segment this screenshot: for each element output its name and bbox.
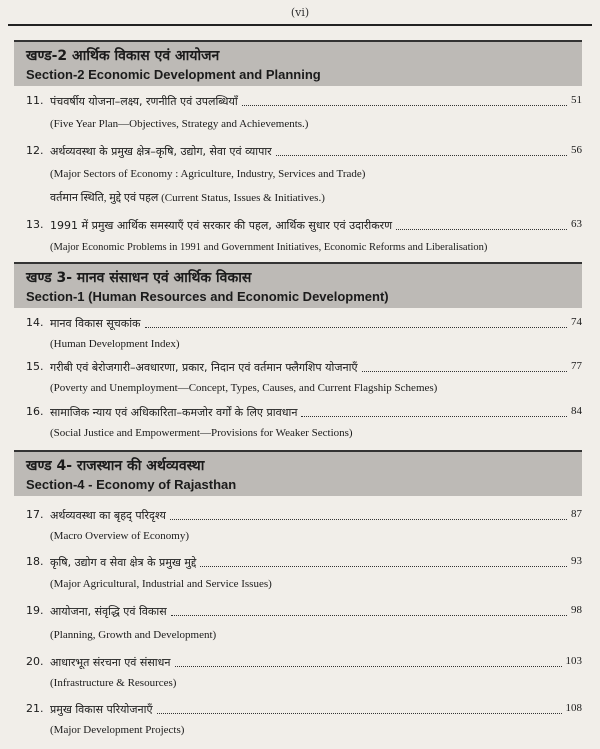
entry-title: आयोजना, संवृद्धि एवं विकास: [50, 605, 167, 618]
entry-number: 13.: [26, 218, 44, 231]
entry-subtitle: (Poverty and Unemployment—Concept, Types, Causes, and Current Flagship Schemes): [50, 382, 438, 394]
entry-title: गरीबी एवं बेरोजगारी–अवधारणा, प्रकार, निदान एवं वर्तमान फ्लैगशिप योजनाएँ: [50, 361, 358, 374]
entry-page: 108: [565, 702, 582, 714]
entry-number: 19.: [26, 604, 44, 617]
entry-page: 103: [565, 655, 582, 667]
section-title-hindi: खण्ड-2 आर्थिक विकास एवं आयोजन: [26, 48, 220, 64]
section-title-english: Section-1 (Human Resources and Economic Development): [26, 289, 389, 304]
section-header: [14, 450, 582, 496]
leader-dots: [242, 105, 567, 106]
section-title-english: Section-4 - Economy of Rajasthan: [26, 477, 237, 492]
top-rule: [8, 24, 592, 26]
leader-dots: [276, 155, 567, 156]
entry-number: 16.: [26, 405, 44, 418]
entry-page: 98: [571, 604, 582, 616]
entry-page: 51: [571, 94, 582, 106]
entry-subtitle: (Macro Overview of Economy): [50, 530, 189, 542]
entry-number: 12.: [26, 144, 44, 157]
leader-dots: [396, 229, 567, 230]
entry-title: 1991 में प्रमुख आर्थिक समस्याएँ एवं सरकार की पहल, आर्थिक सुधार एवं उदारीकरण: [50, 219, 393, 232]
entry-title: प्रमुख विकास परियोजनाएँ: [50, 703, 153, 716]
leader-dots: [301, 416, 567, 417]
section-title-hindi: खण्ड 3- मानव संसाधन एवं आर्थिक विकास: [26, 270, 252, 286]
entry-number: 21.: [26, 702, 44, 715]
entry-page: 77: [571, 360, 582, 372]
entry-title: सामाजिक न्याय एवं अधिकारिता–कमजोर वर्गों के लिए प्रावधान: [50, 406, 298, 419]
leader-dots: [145, 327, 567, 328]
section-header: [14, 262, 582, 308]
entry-title: अर्थव्यवस्था का बृहद् परिदृश्य: [50, 509, 166, 522]
entry-number: 17.: [26, 508, 44, 521]
entry-subtitle: (Planning, Growth and Development): [50, 629, 217, 641]
leader-dots: [157, 713, 562, 714]
entry-subtitle: (Human Development Index): [50, 338, 180, 350]
entry-subtitle: (Social Justice and Empowerment—Provisions for Weaker Sections): [50, 427, 353, 439]
entry-title: पंचवर्षीय योजना–लक्ष्य, रणनीति एवं उपलब्धियाँ: [50, 95, 238, 108]
entry-subtitle: (Major Economic Problems in 1991 and Government Initiatives, Economic Reforms and Liberalisation): [50, 242, 488, 253]
leader-dots: [171, 615, 567, 616]
entry-page: 56: [571, 144, 582, 156]
entry-number: 20.: [26, 655, 44, 668]
leader-dots: [175, 666, 562, 667]
entry-title: कृषि, उद्योग व सेवा क्षेत्र के प्रमुख मुद्दे: [50, 556, 197, 569]
leader-dots: [200, 566, 567, 567]
entry-page: 84: [571, 405, 582, 417]
leader-dots: [362, 371, 567, 372]
entry-title: आधारभूत संरचना एवं संसाधन: [50, 656, 171, 669]
entry-page: 93: [571, 555, 582, 567]
entry-subtitle: (Major Development Projects): [50, 724, 185, 736]
entry-subtitle: (Infrastructure & Resources): [50, 677, 177, 689]
section-title-hindi: खण्ड 4- राजस्थान की अर्थव्यवस्था: [26, 458, 205, 474]
entry-page: 87: [571, 508, 582, 520]
entry-number: 18.: [26, 555, 44, 568]
entry-number: 11.: [26, 94, 44, 107]
entry-title: अर्थव्यवस्था के प्रमुख क्षेत्र–कृषि, उद्योग, सेवा एवं व्यापार: [50, 145, 272, 158]
page-number: (vi): [290, 6, 310, 19]
section-header: [14, 40, 582, 86]
entry-subtitle: (Five Year Plan—Objectives, Strategy and Achievements.): [50, 118, 309, 130]
leader-dots: [170, 519, 567, 520]
entry-subtitle: वर्तमान स्थिति, मुद्दे एवं पहल (Current Status, Issues & Initiatives.): [50, 192, 325, 204]
entry-subtitle: (Major Agricultural, Industrial and Service Issues): [50, 578, 272, 590]
entry-number: 15.: [26, 360, 44, 373]
section-title-english: Section-2 Economic Development and Planning: [26, 67, 321, 82]
entry-number: 14.: [26, 316, 44, 329]
entry-page: 74: [571, 316, 582, 328]
entry-page: 63: [571, 218, 582, 230]
entry-subtitle: (Major Sectors of Economy : Agriculture, Industry, Services and Trade): [50, 168, 366, 180]
entry-title: मानव विकास सूचकांक: [50, 317, 141, 330]
